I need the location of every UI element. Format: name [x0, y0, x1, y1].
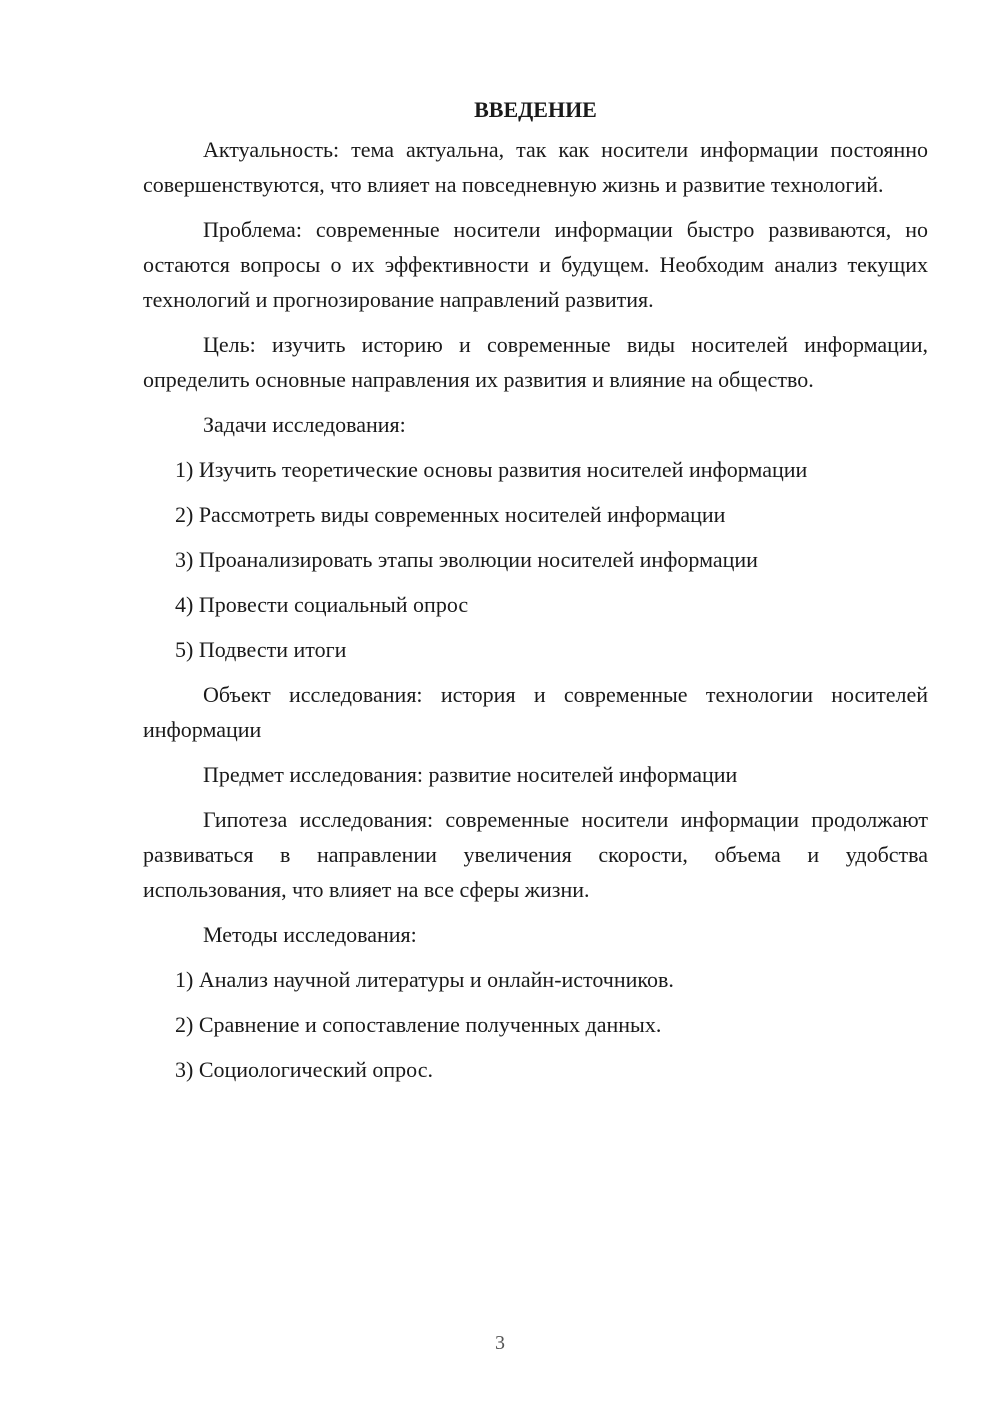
task-item: 1) Изучить теоретические основы развития носителей информации	[175, 457, 808, 482]
task-item: 5) Подвести итоги	[175, 637, 347, 662]
relevance-paragraph: Актуальность: тема актуальна, так как носители информации постоянно совершенствуются, что влияет на повседневную жизнь и развитие технологий.	[143, 137, 928, 197]
task-item: 2) Рассмотреть виды современных носителей информации	[175, 502, 726, 527]
problem-paragraph: Проблема: современные носители информации быстро развиваются, но остаются вопросы о их эффективности и будущем. Необходим анализ текущих технологий и прогнозирование направлений развития.	[143, 217, 928, 312]
method-item: 3) Социологический опрос.	[175, 1057, 433, 1082]
tasks-heading: Задачи исследования:	[203, 412, 406, 437]
object-paragraph: Объект исследования: история и современные технологии носителей информации	[143, 682, 928, 742]
goal-paragraph: Цель: изучить историю и современные виды носителей информации, определить основные направления их развития и влияние на общество.	[143, 332, 928, 392]
method-item: 2) Сравнение и сопоставление полученных данных.	[175, 1012, 662, 1037]
method-item: 1) Анализ научной литературы и онлайн-источников.	[175, 967, 674, 992]
hypothesis-paragraph: Гипотеза исследования: современные носители информации продолжают развиваться в направлении увеличения скорости, объема и удобства использования, что влияет на все сферы жизни.	[143, 807, 928, 902]
methods-heading: Методы исследования:	[203, 922, 417, 947]
task-item: 3) Проанализировать этапы эволюции носителей информации	[175, 547, 758, 572]
page-number: 3	[495, 1332, 505, 1354]
document-page	[143, 92, 928, 1097]
subject-paragraph: Предмет исследования: развитие носителей информации	[203, 762, 738, 787]
task-item: 4) Провести социальный опрос	[175, 592, 469, 617]
section-title: ВВЕДЕНИЕ	[474, 97, 597, 122]
